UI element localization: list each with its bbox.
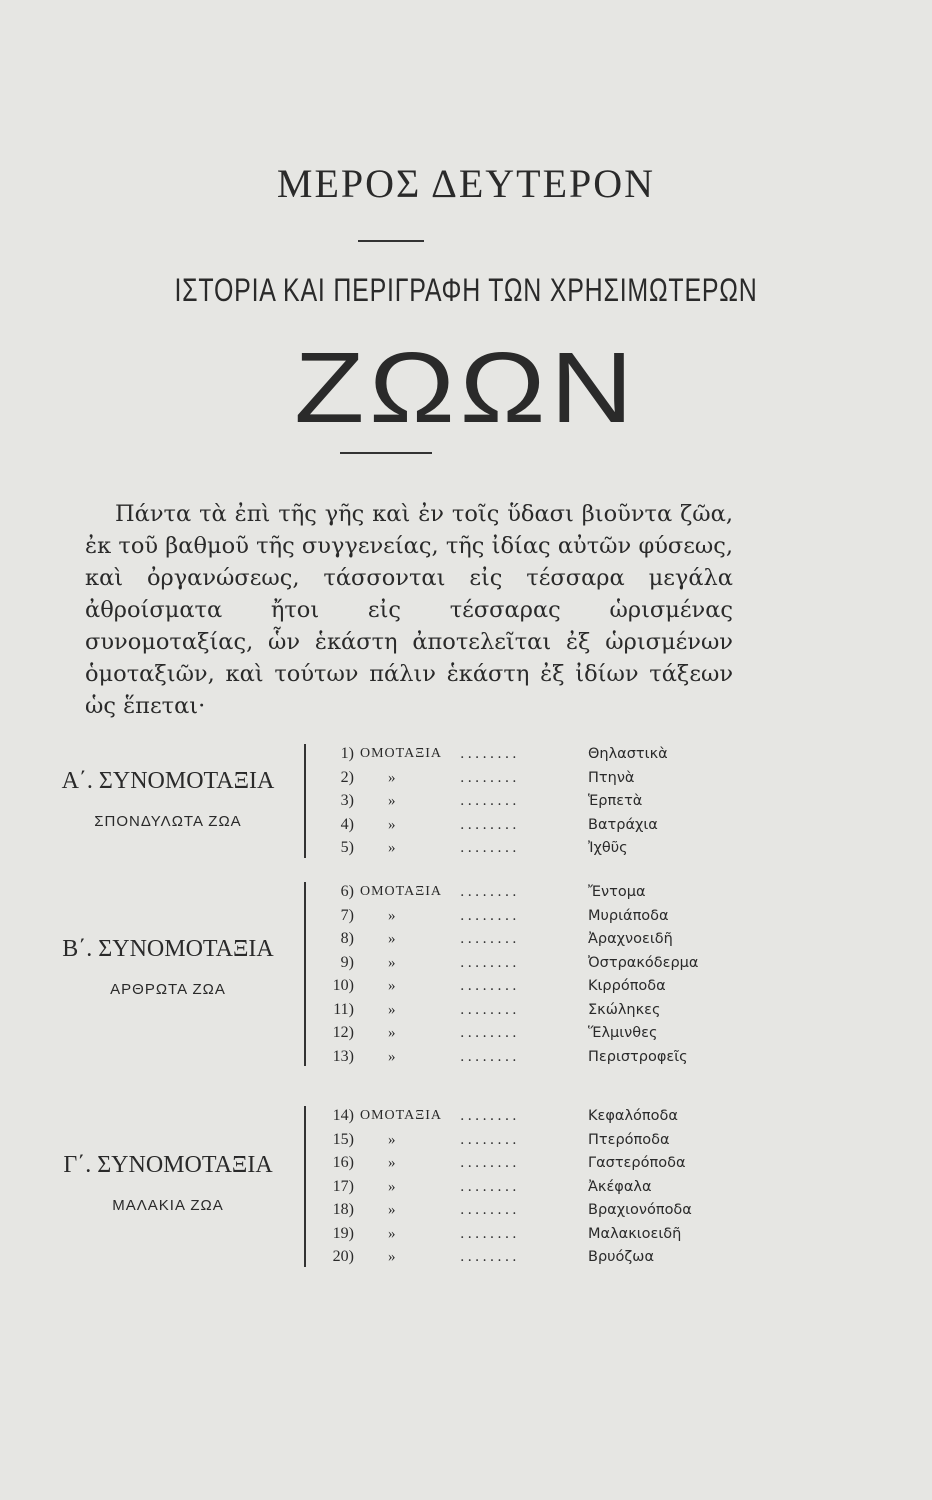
ditto-mark: » — [388, 1249, 396, 1265]
ditto-mark: » — [388, 840, 396, 856]
group-brace — [304, 1106, 314, 1267]
ditto-mark: » — [388, 793, 396, 809]
class-row — [320, 1222, 740, 1246]
class-row — [320, 927, 740, 951]
class-name: Ἑρπετὰ — [588, 793, 643, 809]
ditto-mark: » — [388, 1178, 396, 1195]
leader-dots: ........ — [460, 816, 520, 833]
subtitle: ΙΣΤΟΡΙΑ ΚΑΙ ΠΕΡΙΓΡΑΦΗ ΤΩΝ ΧΡΗΣΙΜΩΤΕΡΩΝ — [174, 272, 758, 308]
class-row — [320, 1021, 740, 1045]
phylum-name: Β΄. ΣΥΝΟΜΟΤΑΞΙΑ — [62, 936, 274, 962]
ditto-mark: » — [388, 769, 396, 786]
leader-dots: ........ — [460, 1001, 520, 1018]
class-word: ΟΜΟΤΑΞΙΑ — [360, 1108, 442, 1123]
class-name: Θηλαστικὰ — [588, 746, 668, 762]
class-row — [320, 742, 740, 766]
class-row — [320, 1045, 740, 1069]
class-row — [320, 1198, 740, 1222]
class-number: 17) — [332, 1177, 354, 1195]
class-name: Μαλακιοειδῆ — [588, 1225, 682, 1242]
class-row — [320, 1245, 740, 1269]
class-word: ΟΜΟΤΑΞΙΑ — [360, 884, 442, 899]
class-name: Γαστερόποδα — [588, 1155, 686, 1171]
class-number: 5) — [340, 839, 354, 856]
class-name: Ἔντομα — [588, 884, 646, 900]
leader-dots: ........ — [460, 884, 520, 900]
class-row — [320, 974, 740, 998]
class-row — [320, 1104, 740, 1128]
phylum-description: ΑΡΘΡΩΤΑ ΖΩΑ — [110, 981, 226, 998]
phylum-name: Α΄. ΣΥΝΟΜΟΤΑΞΙΑ — [61, 768, 275, 794]
leader-dots: ........ — [460, 769, 520, 786]
phylum-description: ΣΠΟΝΔΥΛΩΤΑ ΖΩΑ — [94, 813, 242, 830]
class-row — [320, 789, 740, 813]
leader-dots: ........ — [460, 746, 520, 762]
leader-dots: ........ — [460, 1178, 520, 1195]
class-row — [320, 951, 740, 975]
class-number: 20) — [332, 1248, 354, 1265]
leader-dots: ........ — [460, 1025, 520, 1041]
class-number: 7) — [340, 906, 354, 924]
leader-dots: ........ — [460, 1225, 520, 1242]
ditto-mark: » — [388, 1225, 396, 1242]
leader-dots: ........ — [460, 793, 520, 809]
ditto-mark: » — [388, 1001, 396, 1018]
class-row — [320, 1151, 740, 1175]
class-number: 4) — [340, 815, 354, 833]
class-name: Πτηνὰ — [588, 769, 635, 786]
leader-dots: ........ — [460, 1249, 520, 1265]
phylum-name: Γ΄. ΣΥΝΟΜΟΤΑΞΙΑ — [63, 1152, 273, 1178]
leader-dots: ........ — [460, 931, 520, 947]
class-name: Σκώληκες — [588, 1001, 661, 1018]
leader-dots: ........ — [460, 907, 520, 924]
ditto-mark: » — [388, 907, 396, 924]
class-row — [320, 904, 740, 928]
class-name: Ἀκέφαλα — [588, 1178, 652, 1195]
class-name: Μυριάποδα — [588, 907, 669, 924]
ditto-mark: » — [388, 816, 396, 833]
ditto-mark: » — [388, 1025, 396, 1041]
class-name: Βραχιονόποδα — [588, 1202, 692, 1218]
class-number: 19) — [332, 1224, 354, 1242]
phylum-label — [28, 768, 308, 830]
title-divider — [358, 240, 424, 242]
class-name: Ἕλμινθες — [588, 1025, 658, 1041]
class-name: Ἰχθῦς — [588, 840, 628, 856]
part-title: ΜΕΡΟΣ ΔΕΥΤΕΡΟΝ — [276, 161, 656, 206]
phylum-label — [28, 1152, 308, 1214]
class-name: Ἀραχνοειδῆ — [588, 931, 673, 947]
ditto-mark: » — [388, 1131, 396, 1148]
class-name: Περιστροφεῖς — [588, 1048, 688, 1065]
phylum-description: ΜΑΛΑΚΙΑ ΖΩΑ — [112, 1197, 224, 1214]
ditto-mark: » — [388, 978, 396, 994]
class-name: Βατράχια — [588, 816, 658, 833]
class-word: ΟΜΟΤΑΞΙΑ — [360, 746, 442, 761]
title-divider-lower — [340, 452, 432, 454]
class-row — [320, 1128, 740, 1152]
main-title: ΖΩΩΝ — [294, 332, 638, 444]
phylum-label — [28, 936, 308, 998]
class-number: 3) — [340, 792, 354, 809]
class-number: 18) — [332, 1201, 354, 1218]
class-row — [320, 880, 740, 904]
leader-dots: ........ — [460, 954, 520, 971]
class-name: Βρυόζωα — [588, 1249, 655, 1265]
leader-dots: ........ — [460, 1202, 520, 1218]
class-row — [320, 1175, 740, 1199]
leader-dots: ........ — [460, 1131, 520, 1148]
class-row — [320, 836, 740, 860]
group-brace — [304, 882, 314, 1066]
class-number: 15) — [332, 1130, 354, 1148]
class-row — [320, 998, 740, 1022]
class-number: 14) — [332, 1107, 354, 1124]
class-number: 1) — [340, 745, 354, 762]
class-name: Πτερόποδα — [588, 1131, 670, 1148]
ditto-mark: » — [388, 1048, 396, 1065]
class-number: 13) — [332, 1047, 354, 1065]
class-number: 9) — [340, 953, 354, 971]
class-name: Κιρρόποδα — [588, 978, 666, 994]
leader-dots: ........ — [460, 1048, 520, 1065]
class-number: 8) — [340, 930, 354, 947]
class-number: 11) — [333, 1000, 354, 1018]
intro-paragraph: Πάντα τὰ ἐπὶ τῆς γῆς καὶ ἐν τοῖς ὕδασι βιοῦντα ζῶα, ἐκ τοῦ βαθμοῦ τῆς συγγενείας, τῆς ἰδίας αὐτῶν φύσεως, καὶ ὀργανώσεως, τάσσονται εἰς τέσσαρα μεγάλα ἀθροίσματα ἤτοι εἰς τέσσαρας ὡρισμένας συνομοταξίας, ὧν ἑκάστη ἀποτελεῖται ἐξ ὡρισμένων ὁμοταξιῶν, καὶ τούτων πάλιν ἑκάστη ἐξ ἰδίων τάξεων ὡς ἕπεται· — [85, 501, 733, 719]
class-number: 2) — [340, 768, 354, 786]
class-number: 10) — [332, 977, 354, 994]
group-brace — [304, 744, 314, 858]
ditto-mark: » — [388, 1202, 396, 1218]
ditto-mark: » — [388, 931, 396, 947]
leader-dots: ........ — [460, 1108, 520, 1124]
class-name: Ὀστρακόδερμα — [588, 954, 699, 971]
ditto-mark: » — [388, 1155, 396, 1171]
class-row — [320, 766, 740, 790]
leader-dots: ........ — [460, 1155, 520, 1171]
class-name: Κεφαλόποδα — [588, 1108, 678, 1124]
class-number: 12) — [332, 1024, 354, 1041]
class-number: 16) — [332, 1154, 354, 1171]
ditto-mark: » — [388, 954, 396, 971]
leader-dots: ........ — [460, 840, 520, 856]
class-number: 6) — [340, 883, 354, 900]
leader-dots: ........ — [460, 978, 520, 994]
class-row — [320, 813, 740, 837]
